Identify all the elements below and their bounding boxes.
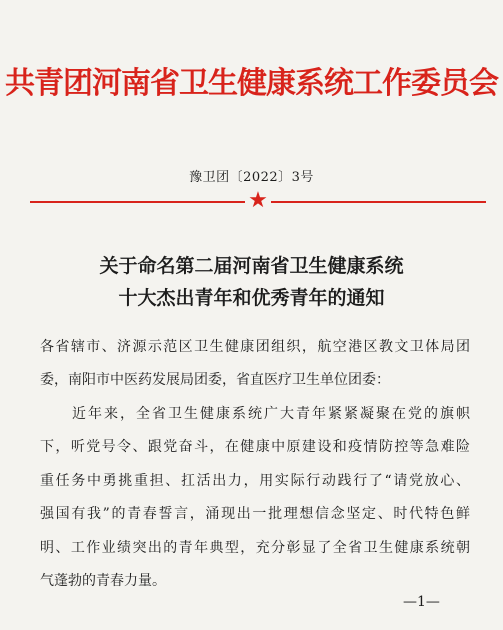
body-line: 强国有我”的青春誓言，涌现出一批理想信念坚定、时代特色鲜 [40,506,470,522]
body-line: 各省辖市、济源示范区卫生健康团组织，航空港区教文卫体局团 [40,339,470,355]
red-divider-right [271,201,486,203]
body-line: 委，南阳市中医药发展局团委，省直医疗卫生单位团委： [40,372,390,388]
body-line: 下，听党号令、跟党奋斗，在健康中原建设和疫情防控等急难险 [40,439,470,455]
title-line: 十大杰出青年和优秀青年的通知 [118,287,385,309]
body-line: 重任务中勇挑重担、扛活出力，用实际行动践行了“请党放心、 [40,473,470,489]
body-line: 明、工作业绩突出的青年典型，充分彰显了全省卫生健康系统朝 [40,540,470,556]
red-star-icon: ★ [248,188,268,213]
red-divider-left [30,201,245,203]
body-line: 气蓬勃的青春力量。 [40,573,166,589]
body-line: 近年来，全省卫生健康系统广大青年紧紧凝聚在党的旗帜 [40,406,470,422]
title-line: 关于命名第二届河南省卫生健康系统 [99,255,404,277]
org-header: 共青团河南省卫生健康系统工作委员会 [5,66,498,101]
page-number: —1— [403,594,440,610]
document-number: 豫卫团〔2022〕3号 [189,170,314,185]
